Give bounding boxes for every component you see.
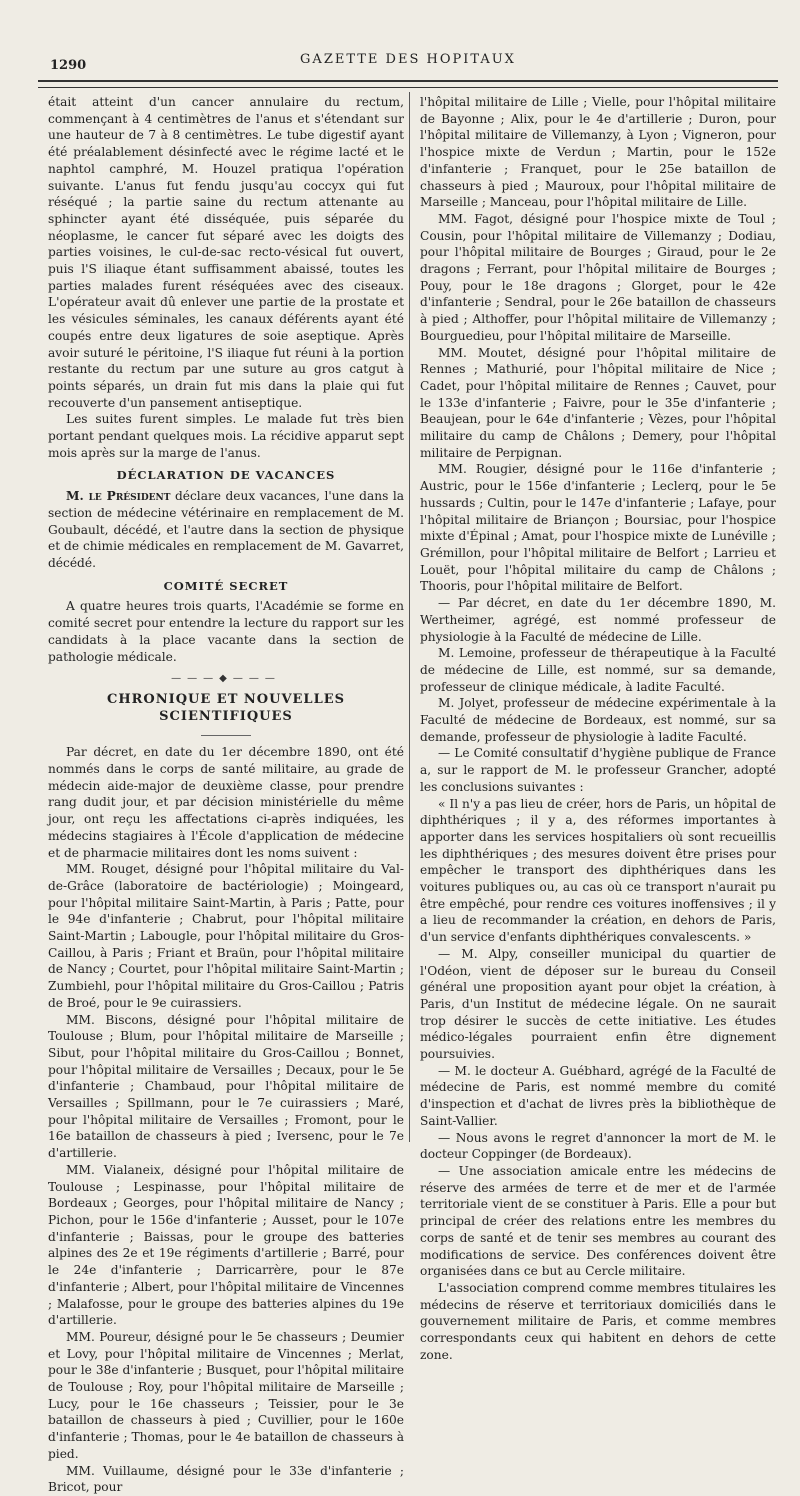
paragraph: M. Jolyet, professeur de médecine expérimentale à la Faculté de médecine de Bordeaux, est nommé, sur sa demande, professeur de physiologie à ladite Faculté. [420, 696, 776, 744]
paragraph: — Une association amicale entre les médecins de réserve des armées de terre et de mer et de l'armée territoriale vient de se constituer à Paris. Elle a pour but principal de créer des relations entre les membres du corps de santé et de tenir ses membres au courant des modifications de service. Des conférences doivent être organisées dans ce but au Cercle militaire. [420, 1164, 776, 1279]
paragraph: M. Lemoine, professeur de thérapeutique à la Faculté de médecine de Lille, est nommé, sur sa demande, professeur de clinique médicale, à ladite Faculté. [420, 646, 776, 694]
paragraph: MM. Poureur, désigné pour le 5e chasseurs ; Deumier et Lovy, pour l'hôpital militaire de Vincennes ; Merlat, pour le 38e d'infanterie ; Busquet, pour l'hôpital militaire de Toulouse ; Roy, pour l'hôpital militaire de Marseille ; Lucy, pour le 16e chasseurs ; Teissier, pour le 3e bataillon de chasseurs à pied ; Cuvillier, pour le 160e d'infanterie ; Thomas, pour le 4e bataillon de chasseurs à pied. [48, 1329, 404, 1461]
section-ornament: ———◆——— [171, 673, 281, 685]
paragraph: L'association comprend comme membres titulaires les médecins de réserve et territoriaux domiciliés dans le gouvernement militaire de Paris, et comme membres correspondants ceux qui habitent en dehors de cette zone. [420, 1280, 776, 1362]
paragraph: MM. Rougier, désigné pour le 116e d'infanterie ; Austric, pour le 156e d'infanterie ; Leclerq, pour le 5e hussards ; Cultin, pour le 147e d'infanterie ; Lafaye, pour l'hôpital militaire de Briançon ; Boursiac, pour l'hospice mixte d'Épinal ; Amat, pour l'hospice mixte de Lunéville ; Grémillon, pour l'hôpital militaire de Belfort ; Larrieu et Louët, pour l'hôpital militaire du camp de Châlons ; Thooris, pour l'hôpital militaire de Belfort. [420, 462, 776, 594]
paragraph: MM. Vialaneix, désigné pour l'hôpital militaire de Toulouse ; Lespinasse, pour l'hôpital militaire de Bordeaux ; Georges, pour l'hôpital militaire de Nancy ; Pichon, pour le 156e d'infanterie ; Ausset, pour le 107e d'infanterie ; Baissas, pour le groupe des batteries alpines des 2e et 19e régiments d'artillerie ; Barré, pour le 24e d'infanterie ; Darricarrère, pour le 87e d'infanterie ; Albert, pour l'hôpital militaire de Vincennes ; Malafosse, pour le groupe des batteries alpines du 19e d'artillerie. [48, 1162, 404, 1328]
paragraph: — Par décret, en date du 1er décembre 1890, M. Wertheimer, agrégé, est nommé professeur de physiologie à la Faculté de médecine de Lille. [420, 596, 776, 644]
section-heading-declaration: DÉCLARATION DE VACANCES [116, 468, 336, 483]
paragraph: MM. Rouget, désigné pour l'hôpital militaire du Val-de-Grâce (laboratoire de bactériologie) ; Moingeard, pour l'hôpital militaire Saint-Martin, à Paris ; Patte, pour le 94e d'infanterie ; Chabrut, pour l'hôpital militaire Saint-Martin ; Labougle, pour l'hôpital militaire du Gros-Caillou, à Paris ; Friant et Braün, pour l'hôpital militaire de Nancy ; Courtet, pour l'hôpital militaire Saint-Martin ; Zumbiehl, pour l'hôpital militaire du Gros-Caillou ; Patris de Broé, pour le 9e cuirassiers. [48, 862, 404, 1010]
short-rule [201, 735, 251, 736]
paragraph: — Le Comité consultatif d'hygiène publique de France a, sur le rapport de M. le professeur Grancher, adopté les conclusions suivantes : [420, 746, 776, 794]
paragraph: l'hôpital militaire de Lille ; Vielle, pour l'hôpital militaire de Bayonne ; Alix, pour le 4e d'artillerie ; Duron, pour l'hôpital militaire de Villemanzy, à Lyon ; Vigneron, pour l'hospice mixte de Verdun ; Martin, pour le 152e d'infanterie ; Franquet, pour le 25e bataillon de chasseurs à pied ; Mauroux, pour l'hôpital militaire de Marseille ; Manceau, pour l'hôpital militaire de Lille. [420, 95, 776, 210]
paragraph-text: déclare deux vacances, l'une dans la section de médecine vétérinaire en remplacement de M. Goubault, décédé, et l'autre dans la section de physique et de chimie médicales en remplacement de M. Gavarret, décédé. [48, 489, 404, 570]
paragraph: « Il n'y a pas lieu de créer, hors de Paris, un hôpital de diphthériques ; il y a, des réformes importantes à apporter dans les services hospitaliers où sont recueillis les diphthériques ; des mesures doivent être prises pour empêcher le transport des diphthériques dans les voitures publiques ou, au cas où ce transport n'aurait pu être empêché, pour rendre ces voitures inoffensives ; il y a lieu de recommander la création, en dehors de Paris, d'un service d'enfants diphthériques convalescents. » [420, 796, 776, 945]
paragraph: MM. Moutet, désigné pour l'hôpital militaire de Rennes ; Mathurié, pour l'hôpital militaire de Nice ; Cadet, pour l'hôpital militaire de Rennes ; Cauvet, pour le 133e d'infanterie ; Faivre, pour le 35e d'infanterie ; Beaujean, pour le 64e d'infanterie ; Vèzes, pour l'hôpital militaire du camp de Châlons ; Demery, pour l'hôpital militaire de Perpignan. [420, 345, 776, 460]
page-number: 1290 [50, 58, 87, 73]
paragraph: — M. le docteur A. Guébhard, agrégé de la Faculté de médecine de Paris, est nommé membre du comité d'inspection et d'achat de livres près la bibliothèque de Saint-Vallier. [420, 1063, 776, 1128]
paragraph: A quatre heures trois quarts, l'Académie se forme en comité secret pour entendre la lecture du rapport sur les candidats à la place vacante dans la section de pathologie médicale. [48, 599, 404, 664]
paragraph: — Nous avons le regret d'annoncer la mort de M. le docteur Coppinger (de Bordeaux). [420, 1130, 776, 1162]
paragraph: MM. Biscons, désigné pour l'hôpital militaire de Toulouse ; Blum, pour l'hôpital militaire de Marseille ; Sibut, pour l'hôpital militaire du Gros-Caillou ; Bonnet, pour l'hôpital militaire de Versailles ; Decaux, pour le 5e d'infanterie ; Chambaud, pour l'hôpital militaire de Versailles ; Spillmann, pour le 7e cuirassiers ; Maré, pour l'hôpital militaire de Versailles ; Fromont, pour le 16e bataillon de chasseurs à pied ; Iversenc, pour le 7e d'artillerie. [48, 1012, 404, 1161]
president-label: M. le Président [66, 489, 171, 504]
section-heading-chronique: CHRONIQUE ET NOUVELLES SCIENTIFIQUES [106, 691, 346, 724]
journal-title: GAZETTE DES HOPITAUX [300, 52, 516, 67]
column-divider [409, 92, 410, 1142]
left-column [48, 94, 404, 1496]
section-heading-comite: COMITÉ SECRET [163, 578, 289, 593]
paragraph [48, 488, 404, 572]
right-column [420, 94, 776, 1363]
paragraph: — M. Alpy, conseiller municipal du quartier de l'Odéon, vient de déposer sur le bureau du Conseil général une proposition ayant pour objet la création, à Paris, d'un Institut de médecine légale. On ne saurait trop désirer le succès de cette initiative. Les études médico-légales pourraient enfin être dignement poursuivies. [420, 946, 776, 1062]
paragraph: MM. Fagot, désigné pour l'hospice mixte de Toul ; Cousin, pour l'hôpital militaire de Villemanzy ; Dodiau, pour l'hôpital militaire de Bourges ; Giraud, pour le 2e dragons ; Ferrant, pour l'hôpital militaire de Bourges ; Pouy, pour le 18e dragons ; Glorget, pour le 42e d'infanterie ; Sendral, pour le 26e bataillon de chasseurs à pied ; Althoffer, pour l'hôpital militaire de Villemanzy ; Bourguedieu, pour l'hôpital militaire de Marseille. [420, 211, 776, 343]
page-header [38, 52, 778, 82]
paragraph: Par décret, en date du 1er décembre 1890, ont été nommés dans le corps de santé militaire, au grade de médecin aide-major de deuxième classe, pour prendre rang dudit jour, et par décision ministérielle du même jour, ont reçu les affectations ci-après indiquées, les médecins stagiaires à l'École d'application de médecine et de pharmacie militaires dont les noms suivent : [48, 745, 404, 860]
header-rule [38, 80, 778, 88]
paragraph: était atteint d'un cancer annulaire du rectum, commençant à 4 centimètres de l'anus et s'étendant sur une hauteur de 7 à 8 centimètres. Le tube digestif ayant été préalablement désinfecté avec le régime lacté et le naphtol camphré, M. Houzel pratiqua l'opération suivante. L'anus fut fendu jusqu'au coccyx qui fut réséqué ; la partie saine du rectum attenante au sphincter ayant été disséquée, puis séparée du néoplasme, le cancer fut séparé avec les doigts des parties voisines, le cul-de-sac recto-vésical fut ouvert, puis l'S iliaque étant suffisamment abaissé, toutes les parties malades furent réséquées avec des ciseaux. L'opérateur avait dû enlever une partie de la prostate et les vésicules séminales, les canaux déférents ayant été coupés entre deux ligatures de soie aseptique. Après avoir suturé le péritoine, l'S iliaque fut réuni à la portion restante du rectum par une suture au gros catgut à points séparés, un drain fut mis dans la plaie qui fut recouverte d'un pansement antiseptique. [48, 95, 404, 410]
paragraph: Les suites furent simples. Le malade fut très bien portant pendant quelques mois. La récidive apparut sept mois après sur la marge de l'anus. [48, 412, 404, 460]
paragraph: MM. Vuillaume, désigné pour le 33e d'infanterie ; Bricot, pour [48, 1463, 404, 1495]
